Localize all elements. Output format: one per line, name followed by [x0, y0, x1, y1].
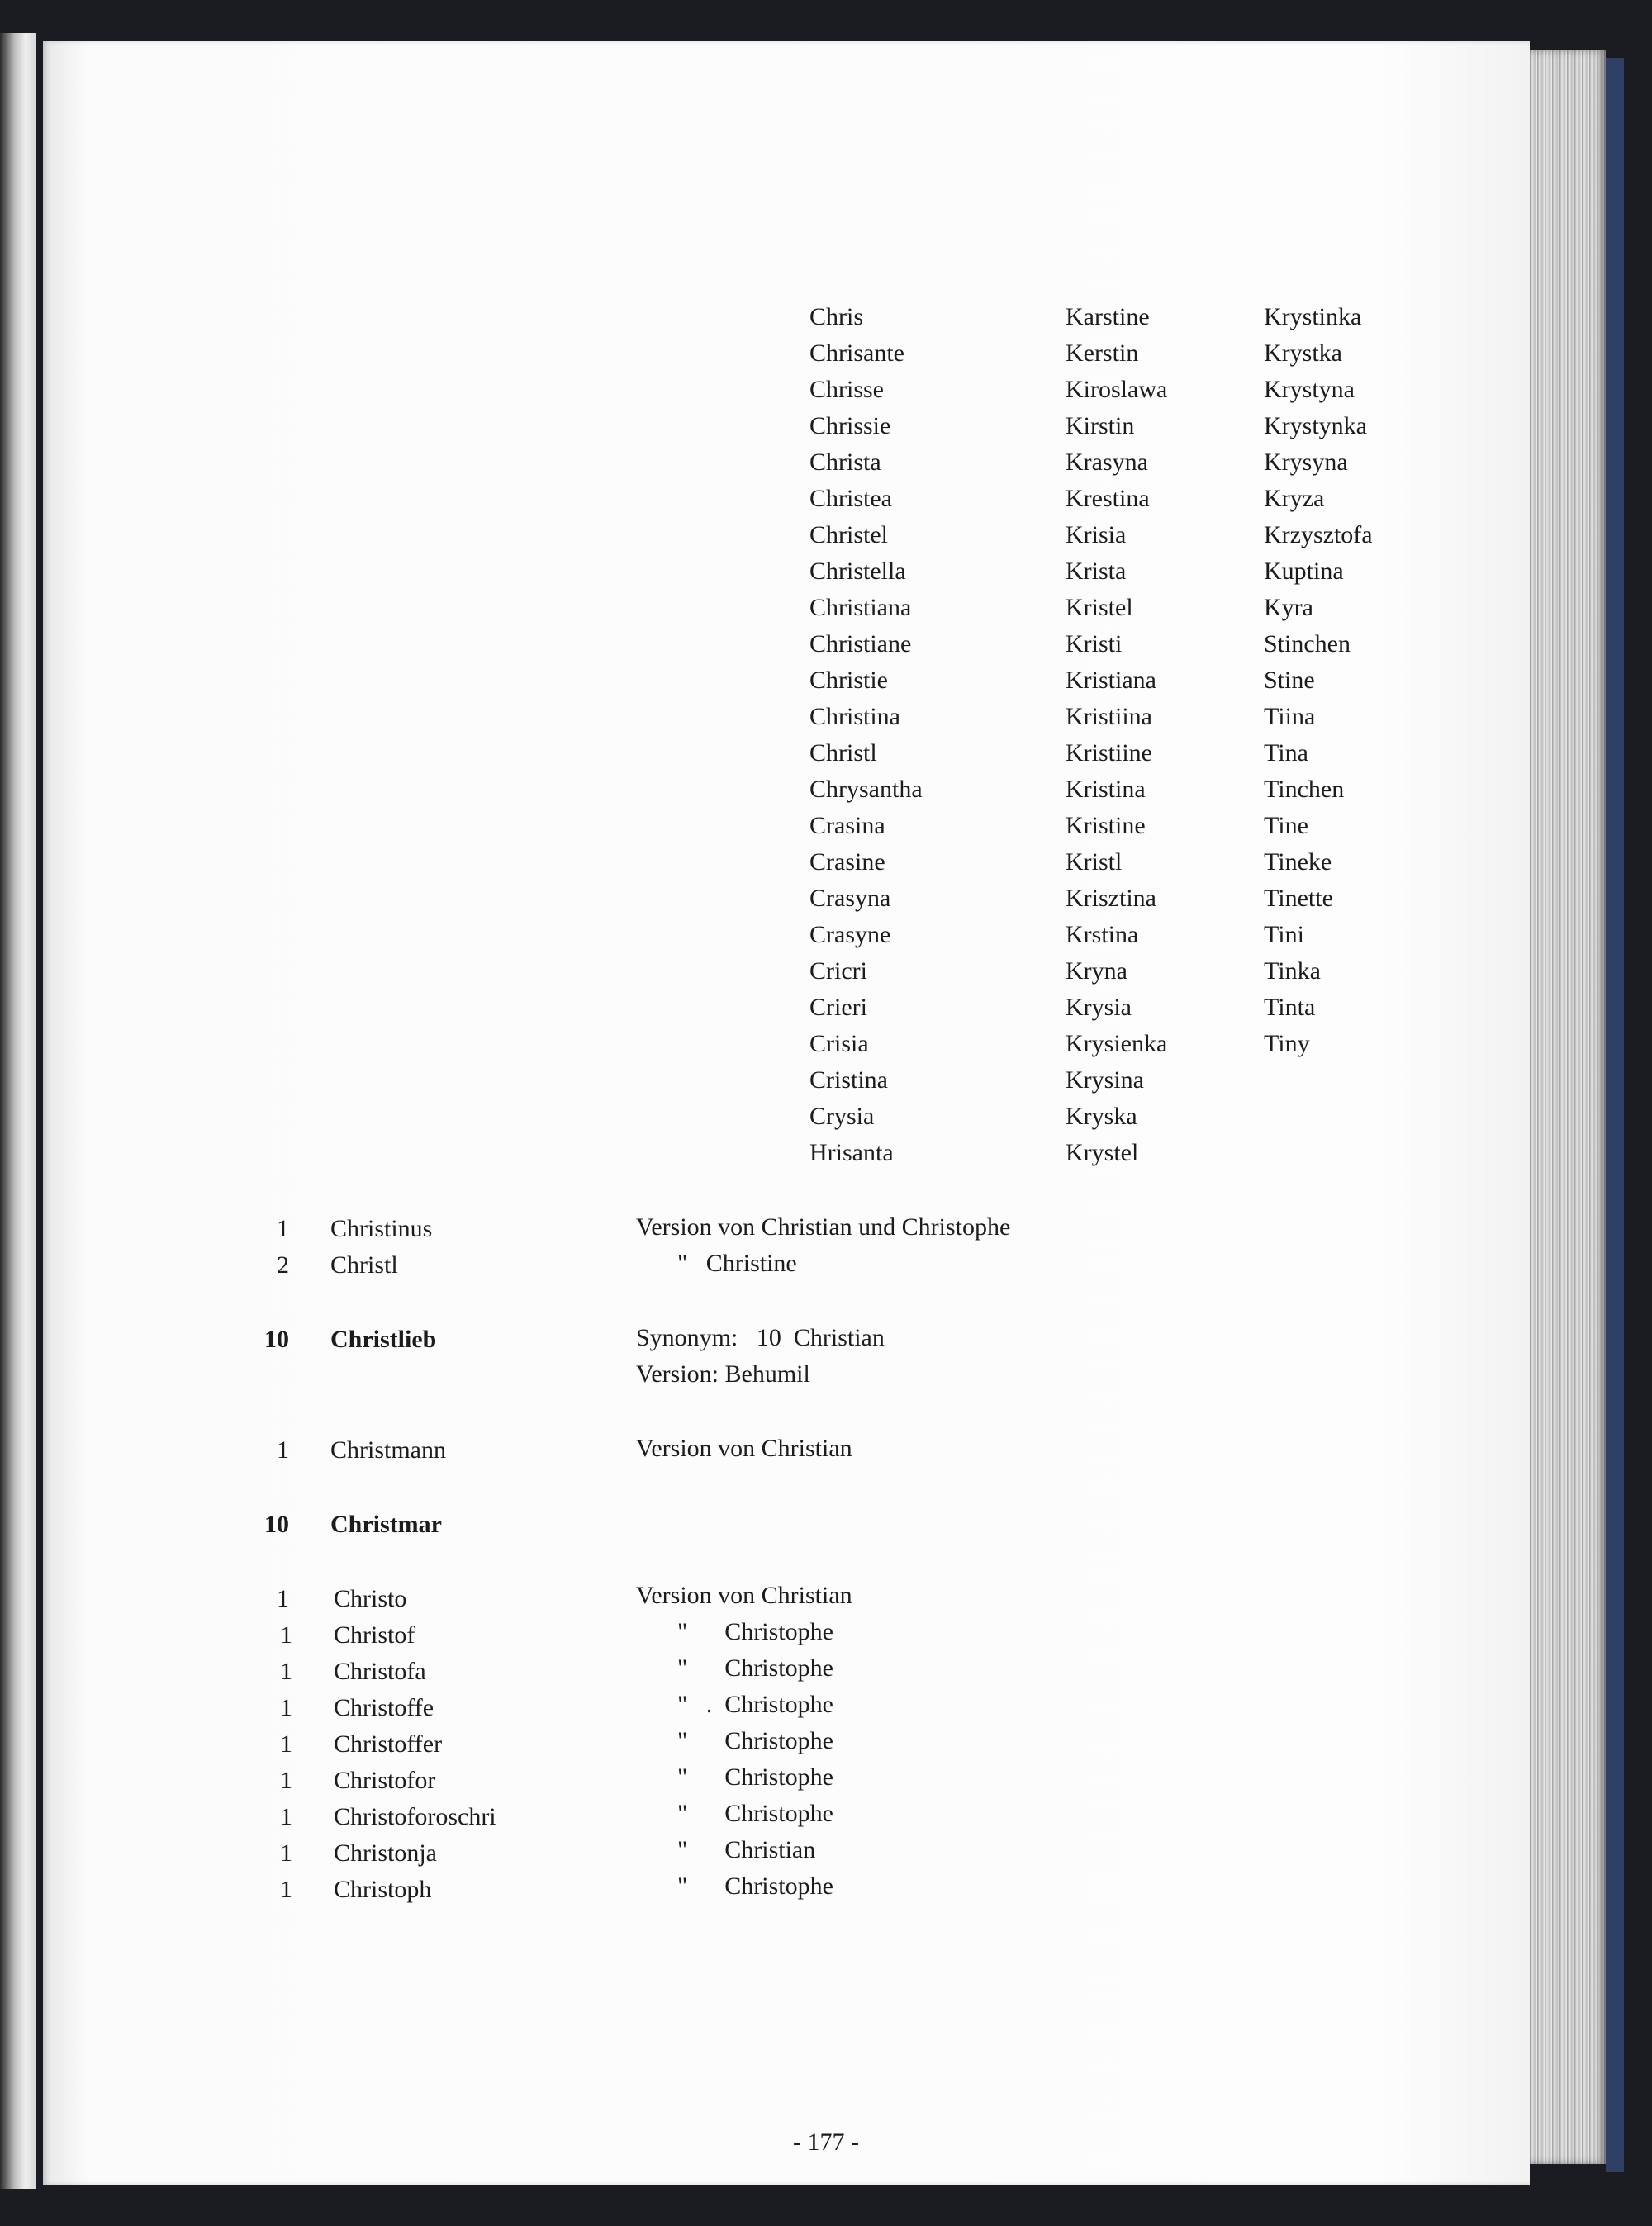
name-entry: Crasyna: [809, 885, 891, 912]
name-entry: Karstine: [1066, 303, 1150, 330]
entry-note: [636, 1323, 885, 1353]
name-entry: Krasyna: [1066, 449, 1148, 476]
name-entry: Krisztina: [1066, 885, 1156, 912]
name-entry: Cricri: [809, 957, 867, 985]
entry-frequency: 1: [280, 1803, 292, 1830]
entry-name: Christonja: [334, 1839, 437, 1867]
name-entry: Crieri: [809, 994, 867, 1021]
entry-name: Christof: [334, 1621, 415, 1649]
name-entry: Chrisse: [809, 376, 884, 403]
name-entry: Krstina: [1066, 921, 1139, 948]
entry-note: " Christophe: [677, 1654, 833, 1682]
name-entry: Tineke: [1264, 848, 1332, 876]
entry-name: Christoffer: [334, 1730, 443, 1758]
name-entry: Tinta: [1264, 994, 1316, 1021]
entry-note: " Christophe: [677, 1727, 833, 1754]
name-entry: Chrissie: [809, 412, 891, 439]
entry-note: " Christian: [677, 1836, 816, 1863]
name-entry: Tinchen: [1264, 776, 1345, 803]
entry-frequency: 1: [277, 1215, 289, 1242]
name-entry: Krysyna: [1264, 449, 1348, 476]
name-entry: Krzysztofa: [1264, 521, 1373, 548]
name-entry: Stinchen: [1264, 630, 1351, 657]
entry-frequency: 10: [264, 1326, 289, 1353]
name-entry: Krystyna: [1264, 376, 1355, 403]
name-entry: Crasyne: [809, 921, 891, 948]
entry-note-secondary: Version: Behumil: [636, 1360, 810, 1388]
name-entry: Christl: [809, 739, 877, 767]
entry-frequency: 1: [280, 1839, 292, 1867]
name-entry: Chrysantha: [809, 776, 923, 803]
name-entry: Krysina: [1066, 1066, 1144, 1094]
name-entry: Kryna: [1066, 957, 1127, 985]
name-entry: Kryska: [1066, 1103, 1137, 1130]
entry-frequency: 1: [277, 1436, 289, 1464]
name-entry: Tini: [1264, 921, 1304, 948]
entry-note: Version von Christian: [636, 1582, 852, 1609]
entry-note: Version von Christian und Christophe: [636, 1213, 1011, 1241]
entry-note: " Christophe: [677, 1872, 833, 1900]
book-cover-edge: [1606, 58, 1624, 2172]
entry-frequency: 10: [264, 1511, 289, 1538]
name-entry: Kiroslawa: [1066, 376, 1168, 403]
name-entry: Kristl: [1066, 848, 1123, 876]
entry-note: " Christophe: [677, 1618, 833, 1645]
entry-name: Christoffe: [334, 1694, 434, 1721]
name-entry: Stine: [1264, 667, 1315, 694]
entry-frequency: 1: [280, 1767, 292, 1794]
name-entry: Christa: [809, 449, 881, 476]
name-entry: Christella: [809, 558, 906, 585]
name-entry: Krystinka: [1264, 303, 1362, 330]
name-entry: Christina: [809, 703, 900, 730]
name-entry: Hrisanta: [809, 1139, 894, 1166]
name-entry: Crasine: [809, 848, 885, 876]
name-entry: Tinette: [1264, 885, 1333, 912]
name-entry: Krista: [1066, 558, 1127, 585]
name-entry: Kristiana: [1066, 667, 1156, 694]
name-entry: Tiina: [1264, 703, 1316, 730]
name-entry: Tiny: [1264, 1030, 1310, 1057]
name-entry: Krysienka: [1066, 1030, 1168, 1057]
name-entry: Christiana: [809, 594, 912, 621]
name-entry: Crysia: [809, 1103, 875, 1130]
name-entry: Christiane: [809, 630, 912, 657]
name-entry: Crasina: [809, 812, 885, 839]
name-entry: Kyra: [1264, 594, 1313, 621]
name-entry: Kristiine: [1066, 739, 1152, 767]
name-entry: Christie: [809, 667, 888, 694]
name-entry: Krisia: [1066, 521, 1127, 548]
name-entry: Christea: [809, 485, 892, 512]
entry-frequency: 1: [280, 1876, 292, 1903]
page-number: - 177 -: [793, 2129, 859, 2156]
synonym-note: Synonym: 10 Christian: [636, 1324, 885, 1351]
entry-frequency: 2: [277, 1251, 289, 1279]
entry-name: Christofa: [334, 1658, 426, 1685]
name-entry: Kristine: [1066, 812, 1146, 839]
entry-frequency: 1: [277, 1585, 289, 1612]
name-entry: Kryza: [1264, 485, 1325, 512]
book-left-edge: [0, 33, 36, 2189]
entry-name: Christofor: [334, 1767, 436, 1794]
name-entry: Krysia: [1066, 994, 1132, 1021]
name-entry: Krestina: [1066, 485, 1150, 512]
entry-name: Christinus: [330, 1215, 433, 1242]
entry-frequency: 1: [280, 1694, 292, 1721]
name-entry: Cristina: [809, 1066, 888, 1094]
name-entry: Kristiina: [1066, 703, 1152, 730]
entry-name: Christoforoschri: [334, 1803, 496, 1830]
entry-name: Christmann: [330, 1436, 446, 1464]
name-entry: Kristel: [1066, 594, 1133, 621]
name-entry: Christel: [809, 521, 888, 548]
entry-note: Version von Christian: [636, 1435, 852, 1462]
name-entry: Krystka: [1264, 339, 1342, 367]
entry-note: " . Christophe: [677, 1691, 833, 1718]
name-entry: Crisia: [809, 1030, 869, 1057]
entry-name: Christl: [330, 1251, 398, 1279]
name-entry: Kuptina: [1264, 558, 1344, 585]
name-entry: Tina: [1264, 739, 1308, 767]
name-entry: Kristina: [1066, 776, 1146, 803]
page-stack-edge: [1530, 50, 1606, 2164]
entry-frequency: 1: [280, 1621, 292, 1649]
name-entry: Chrisante: [809, 339, 904, 367]
entry-name: Christo: [334, 1585, 407, 1612]
entry-note: " Christophe: [677, 1763, 833, 1791]
name-entry: Krystynka: [1264, 412, 1367, 439]
name-entry: Tinka: [1264, 957, 1321, 985]
entry-frequency: 1: [280, 1658, 292, 1685]
entry-name: Christoph: [334, 1876, 432, 1903]
name-entry: Kirstin: [1066, 412, 1135, 439]
name-entry: Chris: [809, 303, 864, 330]
entry-name: Christmar: [330, 1511, 442, 1538]
entry-note: " Christine: [677, 1250, 797, 1277]
name-entry: Krystel: [1066, 1139, 1139, 1166]
entry-frequency: 1: [280, 1730, 292, 1758]
name-entry: Kerstin: [1066, 339, 1139, 367]
entry-name: Christlieb: [330, 1326, 437, 1353]
name-entry: Tine: [1264, 812, 1308, 839]
name-entry: Kristi: [1066, 630, 1123, 657]
entry-note: " Christophe: [677, 1800, 833, 1827]
